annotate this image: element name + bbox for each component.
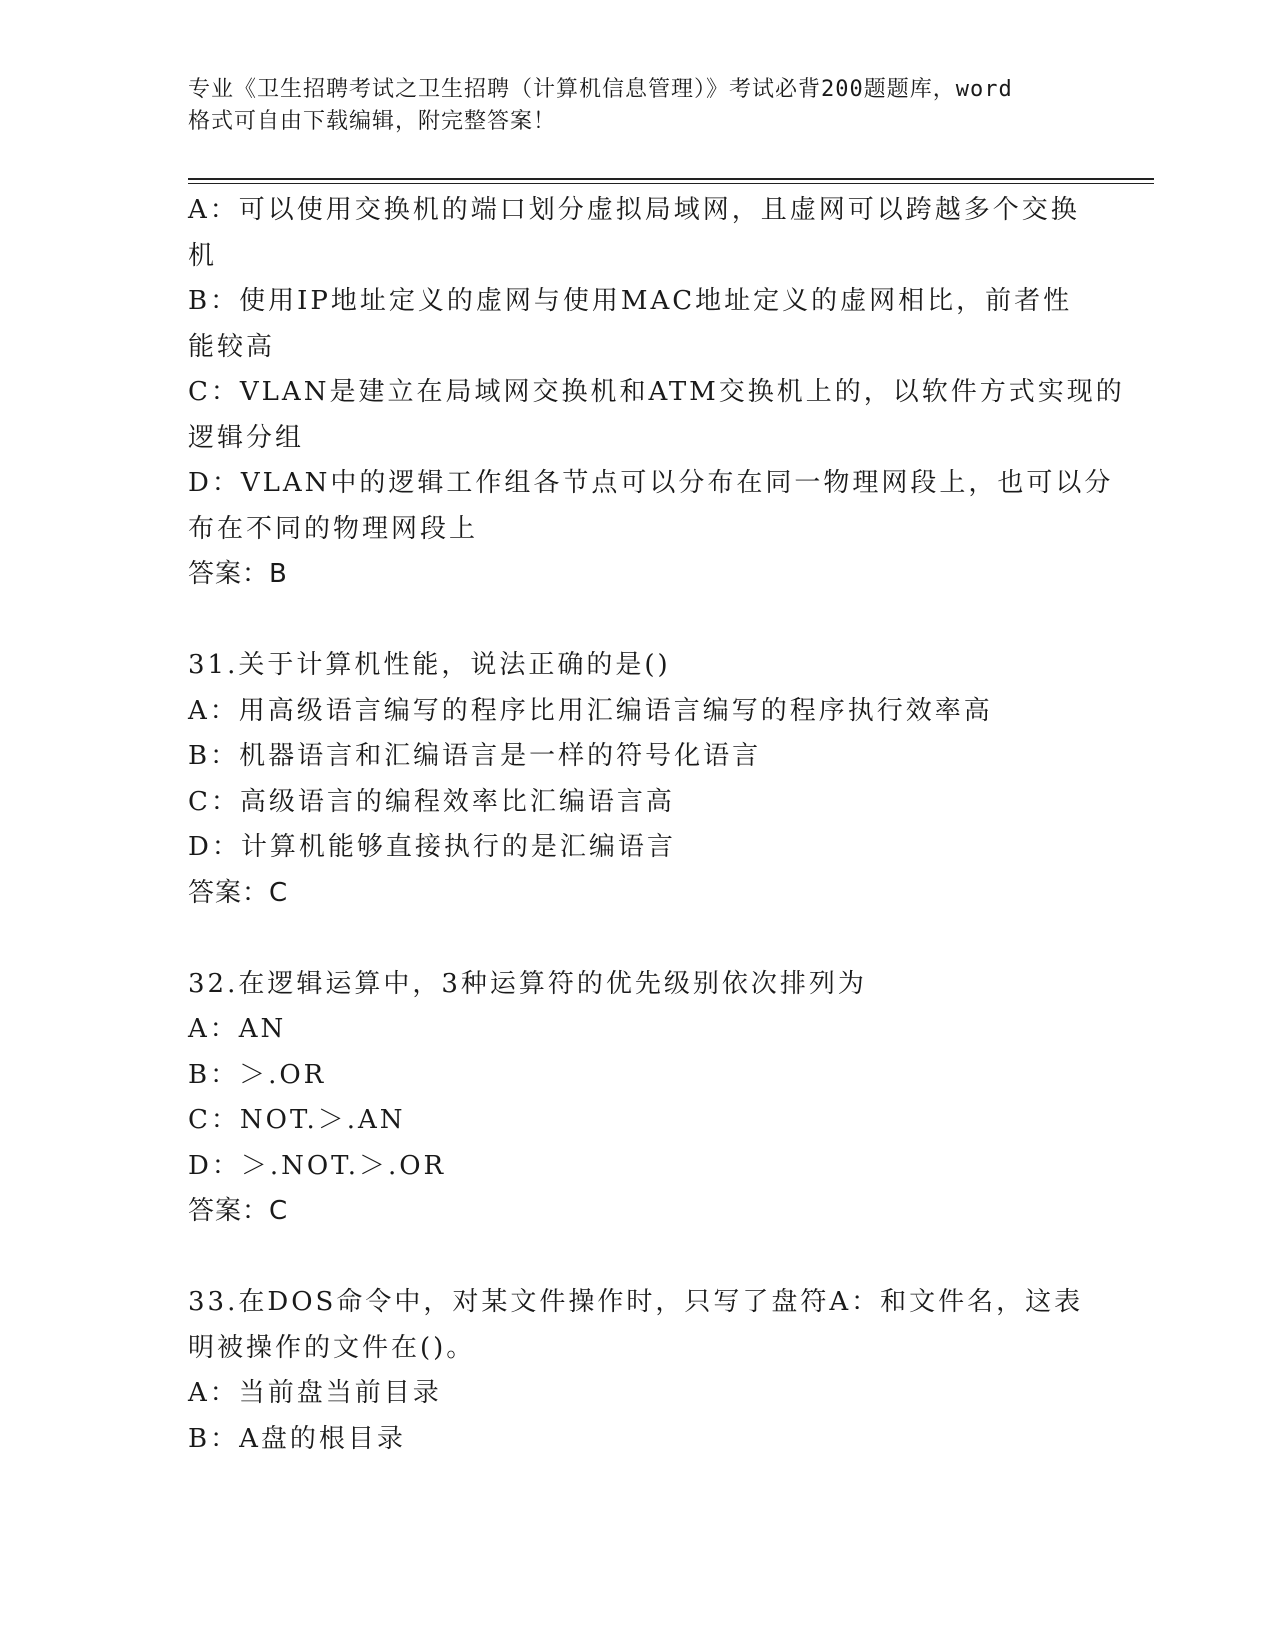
option-a-line-2: 机 bbox=[188, 240, 218, 271]
answer-line: 答案：C bbox=[188, 1196, 289, 1226]
option-a: A：当前盘当前目录 bbox=[188, 1378, 442, 1408]
document-header bbox=[188, 74, 1088, 138]
header-rule-thin bbox=[188, 183, 1154, 184]
option-a-line-1: A：可以使用交换机的端口划分虚拟局域网，且虚网可以跨越多个交换 bbox=[188, 195, 1080, 225]
option-a: A：AN bbox=[188, 1014, 287, 1044]
question-text: 32.在逻辑运算中，3种运算符的优先级别依次排列为 bbox=[188, 968, 867, 999]
option-c-line-1: C：VLAN是建立在局域网交换机和ATM交换机上的，以软件方式实现的 bbox=[188, 377, 1125, 407]
header-rule-thick bbox=[188, 178, 1154, 180]
option-b: B：机器语言和汇编语言是一样的符号化语言 bbox=[188, 741, 762, 771]
spacer bbox=[188, 1235, 1088, 1281]
option-c: C：NOT.＞.AN bbox=[188, 1105, 406, 1135]
option-d-line-2: 布在不同的物理网段上 bbox=[188, 513, 479, 544]
option-b: B：＞.OR bbox=[188, 1059, 327, 1090]
question-text-line-2: 明被操作的文件在()。 bbox=[188, 1332, 476, 1363]
option-c: C：高级语言的编程效率比汇编语言高 bbox=[188, 786, 675, 817]
question-block-30-tail bbox=[188, 188, 1125, 598]
option-d: D：＞.NOT.＞.OR bbox=[188, 1150, 447, 1181]
question-text: 31.关于计算机性能，说法正确的是() bbox=[188, 650, 671, 680]
answer-line: 答案：C bbox=[188, 877, 289, 908]
option-b: B：A盘的根目录 bbox=[188, 1423, 406, 1454]
option-b-line-1: B：使用IP地址定义的虚网与使用MAC地址定义的虚网相比，前者性 bbox=[188, 286, 1073, 316]
question-block-32 bbox=[188, 962, 1088, 1235]
spacer bbox=[188, 598, 1088, 644]
question-content bbox=[188, 188, 1125, 1462]
header-line-1: 专业《卫生招聘考试之卫生招聘（计算机信息管理）》考试必背200题题库，word bbox=[188, 77, 1013, 102]
question-text-line-1: 33.在DOS命令中，对某文件操作时，只写了盘符A：和文件名，这表 bbox=[188, 1287, 1084, 1317]
option-d: D：计算机能够直接执行的是汇编语言 bbox=[188, 832, 676, 862]
option-d-line-1: D：VLAN中的逻辑工作组各节点可以分布在同一物理网段上，也可以分 bbox=[188, 468, 1114, 498]
answer-line: 答案：B bbox=[188, 559, 288, 589]
option-c-line-2: 逻辑分组 bbox=[188, 422, 305, 453]
spacer bbox=[188, 916, 1088, 962]
question-block-31 bbox=[188, 643, 1088, 916]
option-a: A：用高级语言编写的程序比用汇编语言编写的程序执行效率高 bbox=[188, 695, 993, 726]
option-b-line-2: 能较高 bbox=[188, 331, 276, 362]
header-line-2: 格式可自由下载编辑，附完整答案！ bbox=[188, 109, 557, 134]
question-block-33 bbox=[188, 1280, 1088, 1462]
